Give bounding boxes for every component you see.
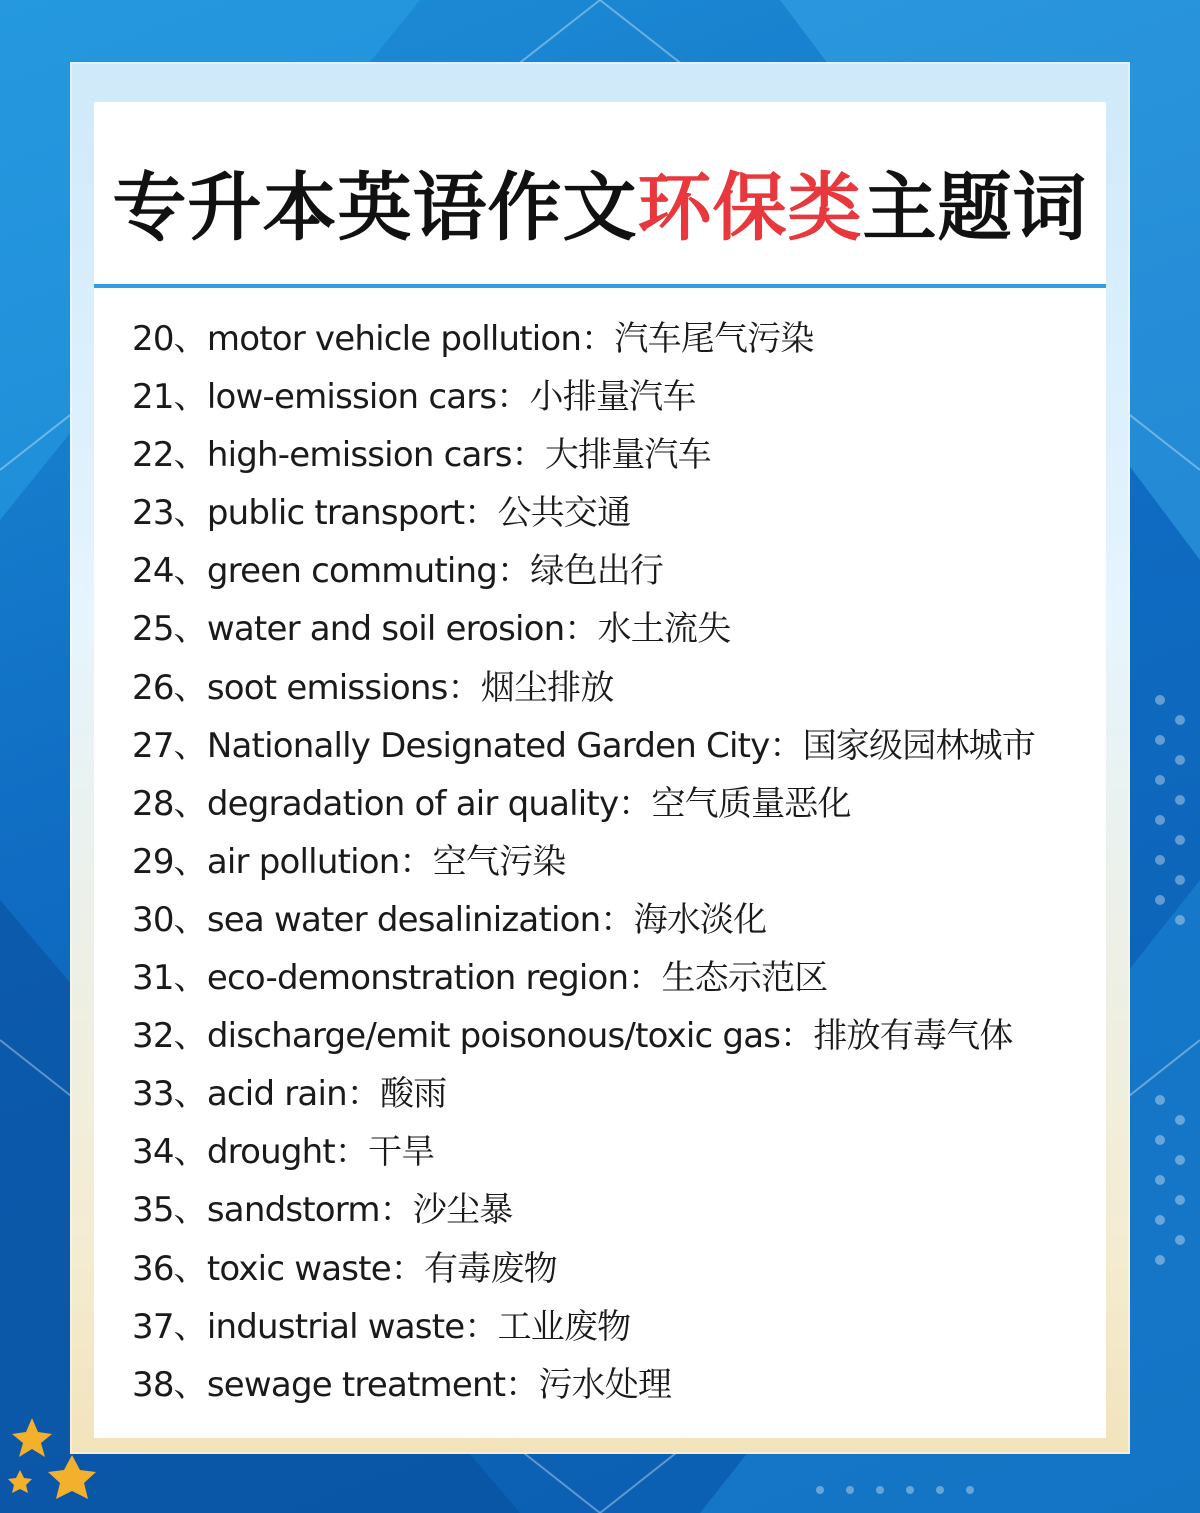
list-item [132,659,1092,717]
item-english: public transport [206,493,465,534]
item-number: 32 [132,1016,174,1057]
item-number: 26 [132,667,174,708]
item-separator: 、 [173,841,207,882]
item-separator: 、 [173,899,207,940]
list-item [132,1123,1092,1181]
item-english: discharge/emit poisonous/toxic gas [206,1016,781,1057]
title-part-1: 专升本英语作文 [112,165,638,251]
item-separator: 、 [173,1190,207,1231]
item-number: 37 [132,1306,174,1347]
item-chinese: 烟尘排放 [480,667,614,708]
item-english: green commuting [206,551,498,592]
item-colon: ： [334,1132,369,1173]
item-english: Nationally Designated Garden City [206,725,770,766]
list-item [132,775,1092,833]
item-chinese: 空气质量恶化 [651,783,851,824]
list-item [132,1181,1092,1239]
item-separator: 、 [173,1016,207,1057]
item-separator: 、 [173,783,207,824]
item-number: 29 [132,841,174,882]
item-colon: ： [464,493,498,534]
item-number: 38 [132,1364,174,1405]
title-highlight: 环保类 [637,165,863,251]
item-separator: 、 [173,1306,207,1347]
item-colon: ： [618,783,652,824]
item-separator: 、 [173,1132,207,1173]
item-english: sea water desalinization [206,899,601,940]
list-item [132,891,1092,949]
item-number: 22 [132,435,174,476]
item-number: 35 [132,1190,174,1231]
item-english: soot emissions [206,667,448,708]
item-separator: 、 [173,377,207,418]
item-separator: 、 [173,319,207,359]
list-item [132,1240,1092,1298]
item-number: 20 [132,319,174,359]
item-colon: ： [496,377,530,418]
title-divider [94,284,1106,288]
item-chinese: 大排量汽车 [544,435,711,476]
item-english: sandstorm [206,1190,380,1231]
item-chinese: 干旱 [368,1132,435,1173]
item-chinese: 小排量汽车 [529,377,696,418]
item-colon: ： [628,958,662,999]
item-english: sewage treatment [206,1364,506,1405]
item-colon: ： [511,435,545,476]
item-chinese: 水土流失 [597,609,731,650]
list-item [132,1298,1092,1356]
list-item [132,426,1092,484]
item-separator: 、 [173,493,207,534]
list-item [132,833,1092,891]
item-chinese: 绿色出行 [530,551,664,592]
item-colon: ： [464,1306,498,1347]
item-english: air pollution [206,841,400,882]
list-item [132,1007,1092,1065]
title-part-2: 主题词 [862,165,1088,251]
item-number: 34 [132,1132,174,1173]
item-chinese: 工业废物 [497,1306,631,1347]
item-number: 28 [132,783,174,824]
page-title [0,160,1200,256]
item-chinese: 海水淡化 [633,899,767,940]
item-separator: 、 [173,667,207,708]
item-chinese: 公共交通 [497,493,631,534]
item-separator: 、 [173,1364,207,1405]
list-item [132,1356,1092,1414]
item-colon: ： [564,609,598,650]
item-number: 21 [132,377,174,418]
item-chinese: 汽车尾气污染 [614,319,814,359]
item-chinese: 有毒废物 [424,1248,557,1289]
item-colon: ： [600,899,634,940]
item-colon: ： [505,1364,539,1405]
item-chinese: 生态示范区 [661,958,828,999]
item-colon: ： [780,1016,814,1057]
item-colon: ： [390,1248,425,1289]
item-number: 25 [132,609,174,650]
item-separator: 、 [173,1248,207,1289]
item-number: 33 [132,1074,174,1115]
item-separator: 、 [173,551,207,592]
item-english: eco-demonstration region [206,958,629,999]
vocabulary-list [132,310,1092,1414]
item-separator: 、 [173,435,207,476]
item-chinese: 空气污染 [432,841,566,882]
item-separator: 、 [173,958,207,999]
item-colon: ： [769,725,803,766]
list-item [132,1065,1092,1123]
item-colon: ： [497,551,531,592]
item-number: 36 [132,1248,174,1289]
list-item [132,310,1092,368]
item-english: toxic waste [206,1248,391,1289]
item-separator: 、 [173,1074,207,1115]
list-item [132,484,1092,542]
item-english: high-emission cars [206,435,512,476]
item-colon: ： [399,841,433,882]
list-item [132,368,1092,426]
list-item [132,949,1092,1007]
item-chinese: 排放有毒气体 [813,1016,1013,1057]
item-english: degradation of air quality [206,783,619,824]
list-item [132,600,1092,658]
item-colon: ： [346,1074,381,1115]
item-english: water and soil erosion [206,609,565,650]
item-number: 30 [132,899,174,940]
item-english: low-emission cars [206,377,497,418]
item-english: motor vehicle pollution [206,319,582,359]
item-separator: 、 [173,609,207,650]
item-number: 31 [132,958,174,999]
item-colon: ： [379,1190,413,1231]
list-item [132,717,1092,775]
item-separator: 、 [173,725,207,766]
item-number: 23 [132,493,174,534]
item-chinese: 酸雨 [380,1074,447,1115]
item-chinese: 污水处理 [538,1364,672,1405]
item-number: 27 [132,725,174,766]
item-colon: ： [581,319,615,359]
item-chinese: 国家级园林城市 [802,725,1036,766]
item-english: drought [206,1132,335,1173]
item-number: 24 [132,551,174,592]
item-english: acid rain [206,1074,347,1115]
item-chinese: 沙尘暴 [412,1190,513,1231]
item-english: industrial waste [206,1306,465,1347]
list-item [132,542,1092,600]
item-colon: ： [447,667,481,708]
